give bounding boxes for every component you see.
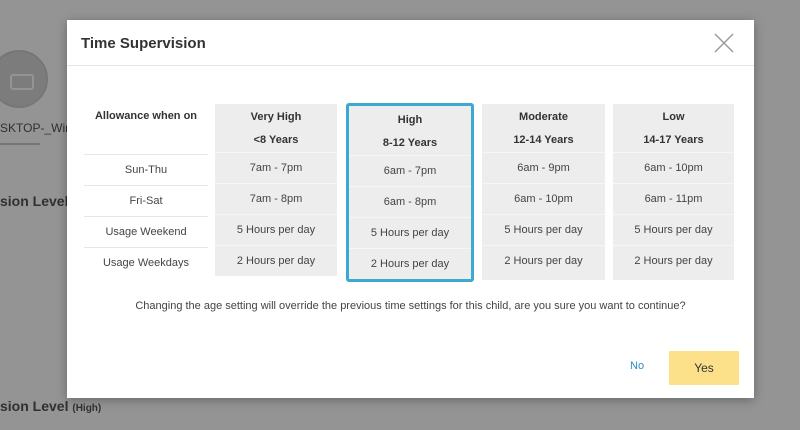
column-header bbox=[482, 104, 605, 152]
column-age: <8 Years bbox=[253, 134, 299, 146]
row-label-sun-thu: Sun-Thu bbox=[84, 154, 208, 185]
age-option-low[interactable] bbox=[613, 104, 734, 280]
column-age: 14-17 Years bbox=[643, 134, 704, 146]
column-header bbox=[613, 104, 734, 152]
column-name: Very High bbox=[250, 111, 302, 123]
close-icon bbox=[713, 32, 735, 54]
cell-usage-weekdays: 2 Hours per day bbox=[215, 245, 337, 276]
cell-usage-weekdays: 2 Hours per day bbox=[482, 245, 605, 276]
age-option-moderate[interactable] bbox=[482, 104, 605, 280]
column-age: 8-12 Years bbox=[382, 137, 438, 149]
cell-usage-weekend: 5 Hours per day bbox=[215, 214, 337, 245]
column-header bbox=[215, 104, 337, 152]
row-header: Allowance when on bbox=[94, 110, 198, 122]
row-label-usage-weekend: Usage Weekend bbox=[84, 216, 208, 247]
cell-usage-weekdays: 2 Hours per day bbox=[349, 248, 471, 279]
cell-sun-thu: 6am - 7pm bbox=[349, 155, 471, 186]
yes-button[interactable]: Yes bbox=[669, 351, 739, 385]
cell-fri-sat: 6am - 8pm bbox=[349, 186, 471, 217]
cell-usage-weekend: 5 Hours per day bbox=[482, 214, 605, 245]
cell-fri-sat: 6am - 10pm bbox=[482, 183, 605, 214]
no-button[interactable]: No bbox=[630, 360, 645, 372]
cell-sun-thu: 7am - 7pm bbox=[215, 152, 337, 183]
cell-usage-weekdays: 2 Hours per day bbox=[613, 245, 734, 276]
column-name: High bbox=[397, 114, 423, 126]
cell-fri-sat: 7am - 8pm bbox=[215, 183, 337, 214]
time-supervision-dialog bbox=[67, 20, 754, 398]
cell-usage-weekend: 5 Hours per day bbox=[349, 217, 471, 248]
column-name: Moderate bbox=[519, 111, 568, 123]
close-button[interactable] bbox=[713, 32, 735, 54]
age-option-high[interactable] bbox=[346, 103, 474, 282]
cell-usage-weekend: 5 Hours per day bbox=[613, 214, 734, 245]
dialog-header bbox=[67, 20, 754, 66]
dialog-title: Time Supervision bbox=[81, 35, 206, 52]
override-warning-message: Changing the age setting will override the previous time settings for this child, are you sure you want to continue? bbox=[135, 300, 686, 312]
row-labels bbox=[84, 104, 208, 278]
cell-fri-sat: 6am - 11pm bbox=[613, 183, 734, 214]
column-name: Low bbox=[662, 111, 685, 123]
row-label-fri-sat: Fri-Sat bbox=[84, 185, 208, 216]
row-label-usage-weekdays: Usage Weekdays bbox=[84, 247, 208, 278]
cell-sun-thu: 6am - 9pm bbox=[482, 152, 605, 183]
column-age: 12-14 Years bbox=[513, 134, 574, 146]
age-option-very-high[interactable] bbox=[215, 104, 337, 276]
cell-sun-thu: 6am - 10pm bbox=[613, 152, 734, 183]
column-header bbox=[349, 106, 471, 155]
